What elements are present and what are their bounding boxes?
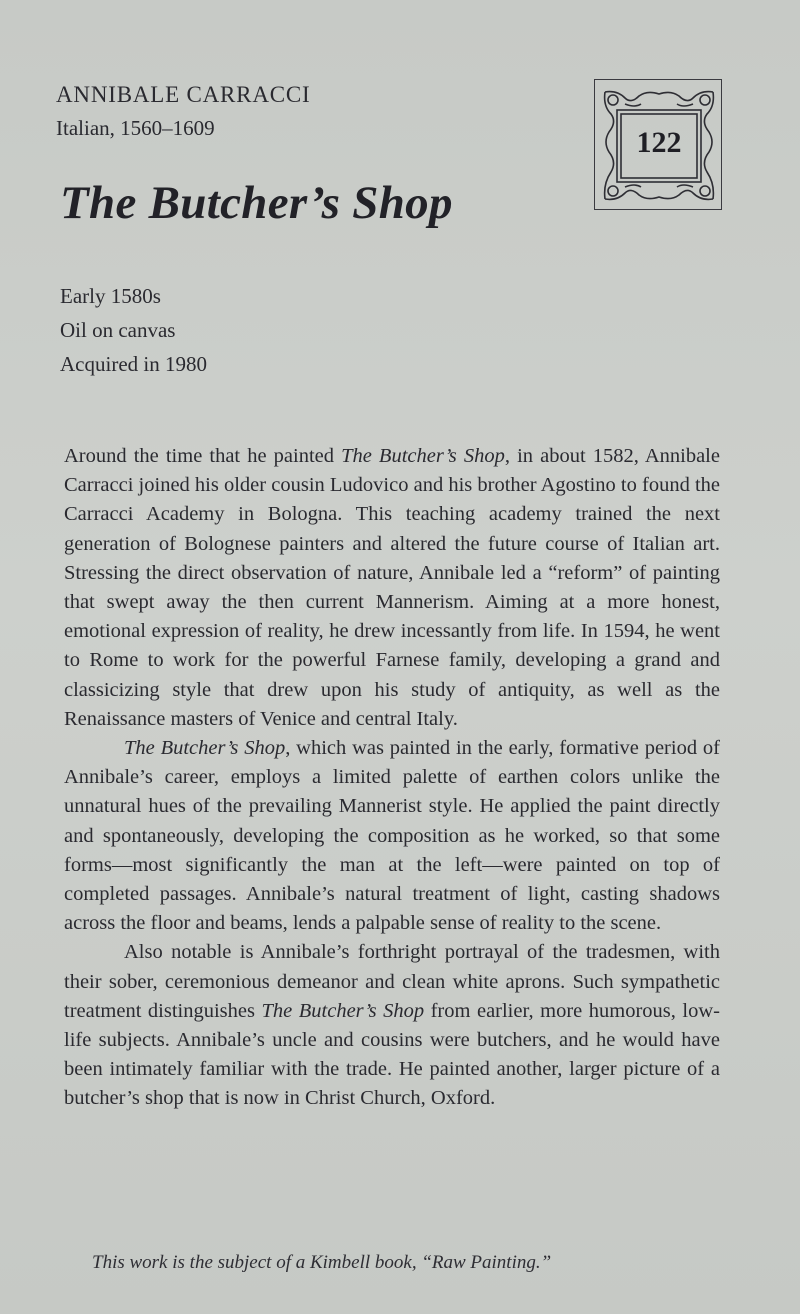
- description-text: [64, 442, 720, 1114]
- artist-nationality-dates: Italian, 1560–1609: [56, 116, 215, 140]
- artwork-medium: Oil on canvas: [60, 318, 176, 342]
- description-paragraph-3: Also notable is Annibale’s forthright portrayal of the tradesmen, with their sober, ceremonious demeanor and clean white aprons. Such sympathetic treatment distinguishes The Butcher’s Shop from earlier, more humorous, low-life subjects. Annibale’s uncle and cousins were butchers, and he would have been intimately familiar with the trade. He painted another, larger picture of a butcher’s shop that is now in Christ Church, Oxford.: [64, 941, 720, 1110]
- description-paragraph-1: Around the time that he painted The Butcher’s Shop, in about 1582, Annibale Carracci joined his older cousin Ludovico and his brother Agostino to found the Carracci Academy in Bologna. This teaching academy trained the next generation of Bolognese painters and altered the future course of Italian art. Stressing the direct observation of nature, Annibale led a “reform” of painting that swept away the then current Mannerism. Aiming at a more honest, emotional expression of reality, he drew incessantly from life. In 1594, he went to Rome to work for the powerful Farnese family, developing a grand and classicizing style that drew upon his study of antiquity, as well as the Renaissance masters of Venice and central Italy.: [64, 445, 720, 730]
- footnote: This work is the subject of a Kimbell book, “Raw Painting.”: [92, 1252, 552, 1273]
- artwork-title: The Butcher’s Shop: [60, 177, 453, 229]
- description-paragraph-2: The Butcher’s Shop, which was painted in the early, formative period of Annibale’s career, employs a limited palette of earthen colors unlike the unnatural hues of the prevailing Mannerist style. He applied the paint directly and spontaneously, developing the composition as he worked, so that some forms—most significantly the man at the left—were painted on top of completed passages. Annibale’s natural treatment of light, casting shadows across the floor and beams, lends a palpable sense of reality to the scene.: [64, 737, 720, 935]
- title-reference: The Butcher’s Shop: [124, 737, 286, 760]
- acquisition-date: Acquired in 1980: [60, 352, 207, 376]
- artist-name: ANNIBALE CARRACCI: [56, 82, 311, 107]
- title-reference: The Butcher’s Shop: [261, 999, 425, 1022]
- catalog-number-plaque: [594, 79, 722, 210]
- artwork-details: [60, 279, 207, 381]
- artwork-date: Early 1580s: [60, 284, 161, 308]
- catalog-number: 122: [636, 126, 682, 159]
- title-reference: The Butcher’s Shop: [341, 445, 505, 467]
